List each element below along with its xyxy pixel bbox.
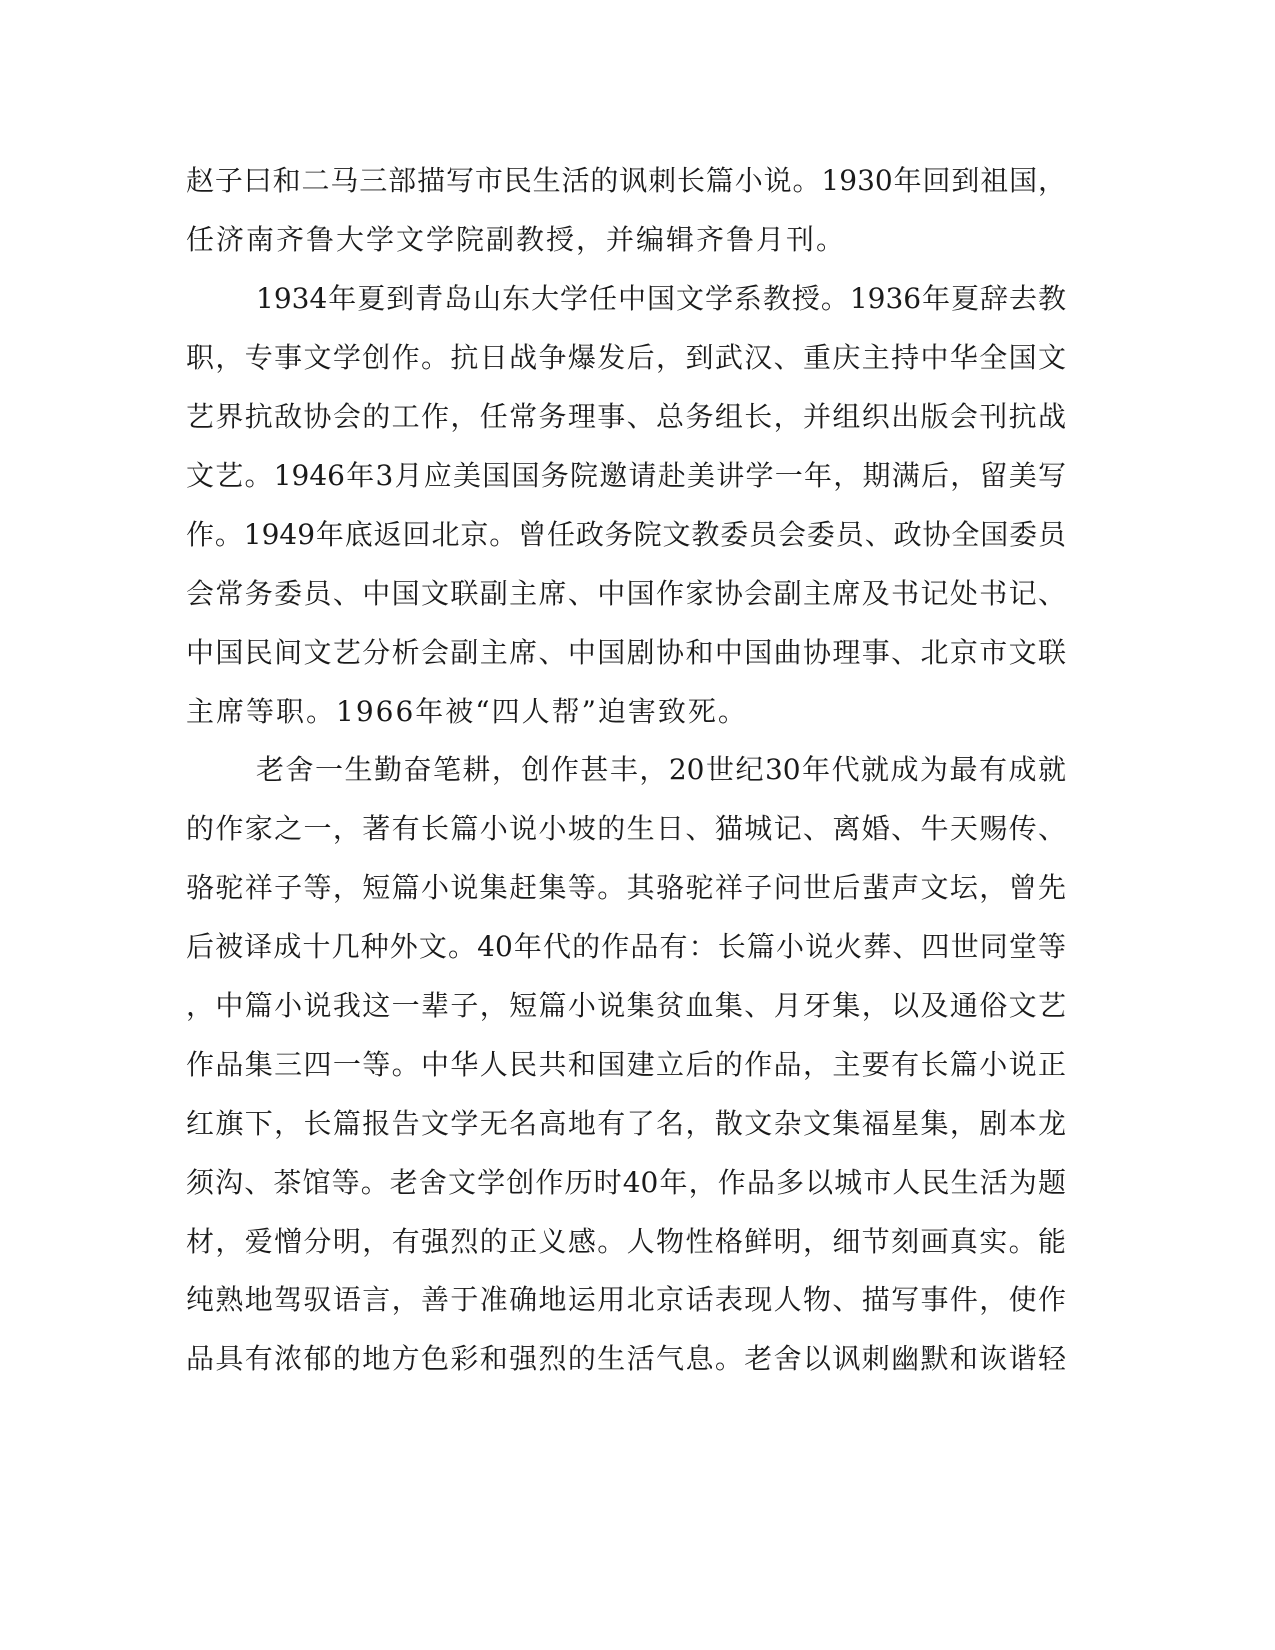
text-line: 作品集三四一等。中华人民共和国建立后的作品，主要有长篇小说正 bbox=[186, 1048, 1066, 1081]
text-line: 赵子曰和二马三部描写市民生活的讽刺长篇小说。1930年回到祖国， bbox=[186, 164, 1066, 197]
text-line: 任济南齐鲁大学文学院副教授，并编辑齐鲁月刊。 bbox=[186, 223, 847, 256]
text-line: 文艺。1946年3月应美国国务院邀请赴美讲学一年，期满后，留美写 bbox=[186, 459, 1066, 492]
text-line: ，中篇小说我这一辈子，短篇小说集贫血集、月牙集，以及通俗文艺 bbox=[186, 989, 1066, 1022]
text-line: 职，专事文学创作。抗日战争爆发后，到武汉、重庆主持中华全国文 bbox=[186, 341, 1066, 374]
text-line: 纯熟地驾驭语言，善于准确地运用北京话表现人物、描写事件，使作 bbox=[186, 1283, 1066, 1316]
text-line: 材，爱憎分明，有强烈的正义感。人物性格鲜明，细节刻画真实。能 bbox=[186, 1225, 1066, 1258]
paragraph-first-line: 老舍一生勤奋笔耕，创作甚丰，20世纪30年代就成为最有成就 bbox=[256, 753, 1066, 786]
text-line: 红旗下，长篇报告文学无名高地有了名，散文杂文集福星集，剧本龙 bbox=[186, 1107, 1066, 1140]
text-line: 后被译成十几种外文。40年代的作品有：长篇小说火葬、四世同堂等 bbox=[186, 930, 1066, 963]
text-line: 会常务委员、中国文联副主席、中国作家协会副主席及书记处书记、 bbox=[186, 577, 1066, 610]
text-line: 主席等职。1966年被“四人帮”迫害致死。 bbox=[186, 695, 748, 728]
text-line: 骆驼祥子等，短篇小说集赶集等。其骆驼祥子问世后蜚声文坛，曾先 bbox=[186, 871, 1066, 904]
text-line: 品具有浓郁的地方色彩和强烈的生活气息。老舍以讽刺幽默和诙谐轻 bbox=[186, 1342, 1066, 1375]
paragraph-first-line: 1934年夏到青岛山东大学任中国文学系教授。1936年夏辞去教 bbox=[256, 282, 1066, 315]
text-line: 中国民间文艺分析会副主席、中国剧协和中国曲协理事、北京市文联 bbox=[186, 636, 1066, 669]
text-line: 作。1949年底返回北京。曾任政务院文教委员会委员、政协全国委员 bbox=[186, 518, 1066, 551]
text-line: 艺界抗敌协会的工作，任常务理事、总务组长，并组织出版会刊抗战 bbox=[186, 400, 1066, 433]
text-line: 的作家之一，著有长篇小说小坡的生日、猫城记、离婚、牛天赐传、 bbox=[186, 812, 1066, 845]
text-line: 须沟、茶馆等。老舍文学创作历时40年，作品多以城市人民生活为题 bbox=[186, 1166, 1066, 1199]
